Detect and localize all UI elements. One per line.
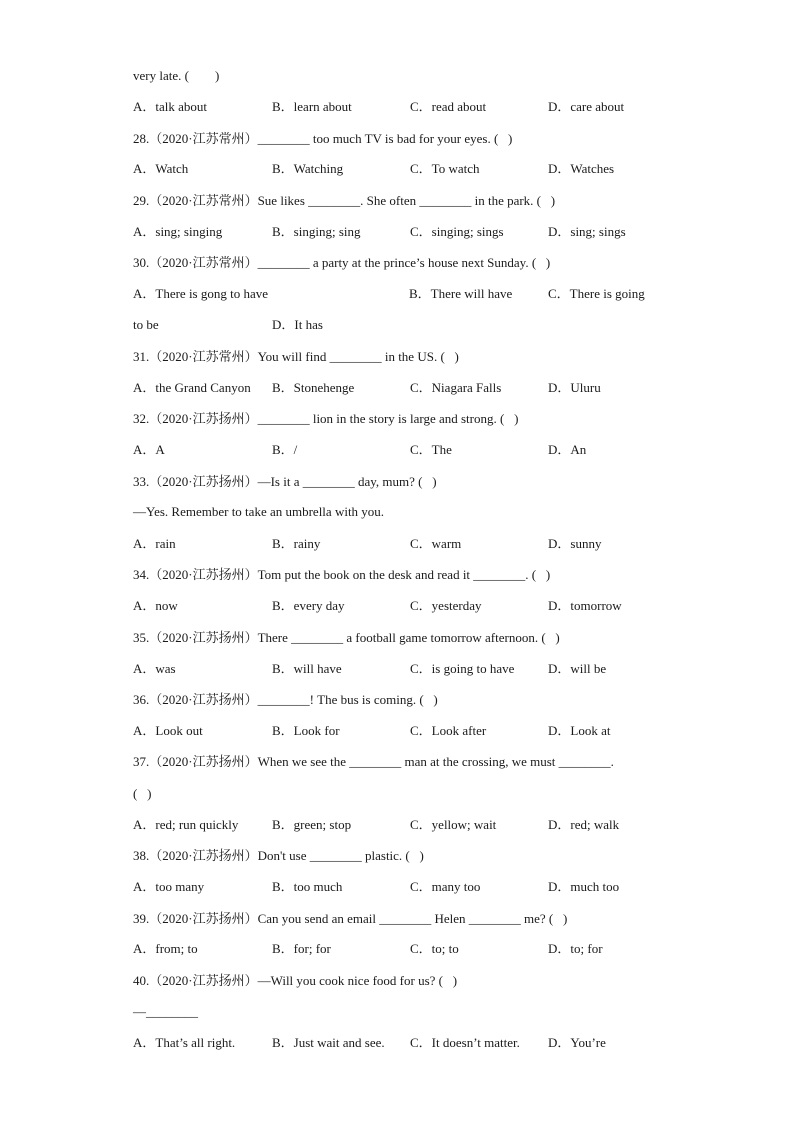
option-b: B．learn about (272, 99, 352, 114)
question-31-options (133, 378, 693, 398)
question-34-options (133, 596, 693, 616)
question-27-stem-end: very late. ( ) (133, 68, 220, 83)
question-29-stem: 29.（2020·江苏常州）Sue likes ________. She often ________ in the park. ( ) (133, 193, 556, 208)
option-a: A．now (133, 598, 178, 613)
option-a: A．too many (133, 879, 205, 894)
option-d: D．It has (272, 317, 323, 332)
option-a: A．was (133, 661, 176, 676)
option-c: C．is going to have (410, 661, 515, 676)
question-29-options (133, 222, 693, 242)
option-b: B．Stonehenge (272, 380, 355, 395)
question-33-dialogue: —Yes. Remember to take an umbrella with you. (133, 504, 385, 519)
option-c: C．The (410, 442, 452, 457)
option-a: A．from; to (133, 941, 198, 956)
question-30-options-cont (133, 315, 693, 335)
question-35-options (133, 659, 693, 679)
option-b: B．every day (272, 598, 345, 613)
option-d: D．much too (548, 879, 620, 894)
option-d: D．sunny (548, 536, 602, 551)
option-b: B．singing; sing (272, 224, 361, 239)
option-c-continued: to be (133, 317, 159, 332)
option-d: D．Watches (548, 161, 615, 176)
option-a: A．sing; singing (133, 224, 223, 239)
option-b: B．rainy (272, 536, 321, 551)
option-c: C．Look after (410, 723, 487, 738)
option-b: B．Just wait and see. (272, 1035, 385, 1050)
option-b: B．Watching (272, 161, 344, 176)
question-30-stem: 30.（2020·江苏常州）________ a party at the prince’s house next Sunday. ( ) (133, 255, 551, 270)
question-30-options (133, 284, 693, 304)
option-a: A．red; run quickly (133, 817, 239, 832)
option-d: D．to; for (548, 941, 603, 956)
question-33-options (133, 534, 693, 554)
question-39-stem: 39.（2020·江苏扬州）Can you send an email ________ Helen ________ me? ( ) (133, 911, 568, 926)
question-33-stem: 33.（2020·江苏扬州）—Is it a ________ day, mum? ( ) (133, 474, 437, 489)
option-b: B．green; stop (272, 817, 352, 832)
question-28-stem: 28.（2020·江苏常州）________ too much TV is bad for your eyes. ( ) (133, 131, 513, 146)
question-37-stem: 37.（2020·江苏扬州）When we see the ________ man at the crossing, we must ________. (133, 754, 614, 769)
option-a: A．There is gong to have (133, 286, 269, 301)
option-d: D．sing; sings (548, 224, 626, 239)
option-a: A．the Grand Canyon (133, 380, 251, 395)
question-39-options (133, 939, 693, 959)
question-38-stem: 38.（2020·江苏扬州）Don't use ________ plastic. ( ) (133, 848, 424, 863)
question-31-stem: 31.（2020·江苏常州）You will find ________ in the US. ( ) (133, 349, 459, 364)
question-37-options (133, 815, 693, 835)
option-c: C．read about (410, 99, 487, 114)
option-d: D．will be (548, 661, 607, 676)
option-b: B．will have (272, 661, 342, 676)
question-35-stem: 35.（2020·江苏扬州）There ________ a football game tomorrow afternoon. ( ) (133, 630, 560, 645)
option-d: D．Look at (548, 723, 611, 738)
option-d: D．care about (548, 99, 625, 114)
question-40-stem: 40.（2020·江苏扬州）—Will you cook nice food for us? ( ) (133, 973, 458, 988)
option-c: C．It doesn’t matter. (410, 1035, 520, 1050)
option-d: D．Uluru (548, 380, 601, 395)
option-a: A．Look out (133, 723, 203, 738)
option-a: A．rain (133, 536, 176, 551)
question-40-options (133, 1033, 693, 1053)
question-34-stem: 34.（2020·江苏扬州）Tom put the book on the desk and read it ________. ( ) (133, 567, 551, 582)
question-28-options (133, 159, 693, 179)
question-38-options (133, 877, 693, 897)
question-36-stem: 36.（2020·江苏扬州）________! The bus is coming. ( ) (133, 692, 438, 707)
option-c: C．yellow; wait (410, 817, 497, 832)
option-a: A．talk about (133, 99, 208, 114)
question-37-paren: ( ) (133, 786, 152, 801)
question-27-options (133, 97, 693, 117)
option-c: C．singing; sings (410, 224, 504, 239)
option-c: C．There is going (548, 286, 645, 301)
option-c: C．Niagara Falls (410, 380, 502, 395)
option-c: C．warm (410, 536, 462, 551)
option-b: B．too much (272, 879, 343, 894)
question-32-stem: 32.（2020·江苏扬州）________ lion in the story is large and strong. ( ) (133, 411, 519, 426)
option-c: C．many too (410, 879, 481, 894)
option-c: C．To watch (410, 161, 480, 176)
option-a: A．A (133, 442, 165, 457)
option-d: D．An (548, 442, 587, 457)
question-32-options (133, 440, 693, 460)
option-b: B．Look for (272, 723, 340, 738)
option-b: B．for; for (272, 941, 331, 956)
option-a: A．That’s all right. (133, 1035, 236, 1050)
option-d: D．You’re (548, 1035, 606, 1050)
question-40-response: —________ (133, 1004, 198, 1019)
option-c: C．to; to (410, 941, 459, 956)
option-d: D．tomorrow (548, 598, 622, 613)
question-36-options (133, 721, 693, 741)
option-a: A．Watch (133, 161, 189, 176)
option-d: D．red; walk (548, 817, 620, 832)
option-b: B．There will have (409, 286, 513, 301)
option-b: B．/ (272, 442, 298, 457)
option-c: C．yesterday (410, 598, 482, 613)
